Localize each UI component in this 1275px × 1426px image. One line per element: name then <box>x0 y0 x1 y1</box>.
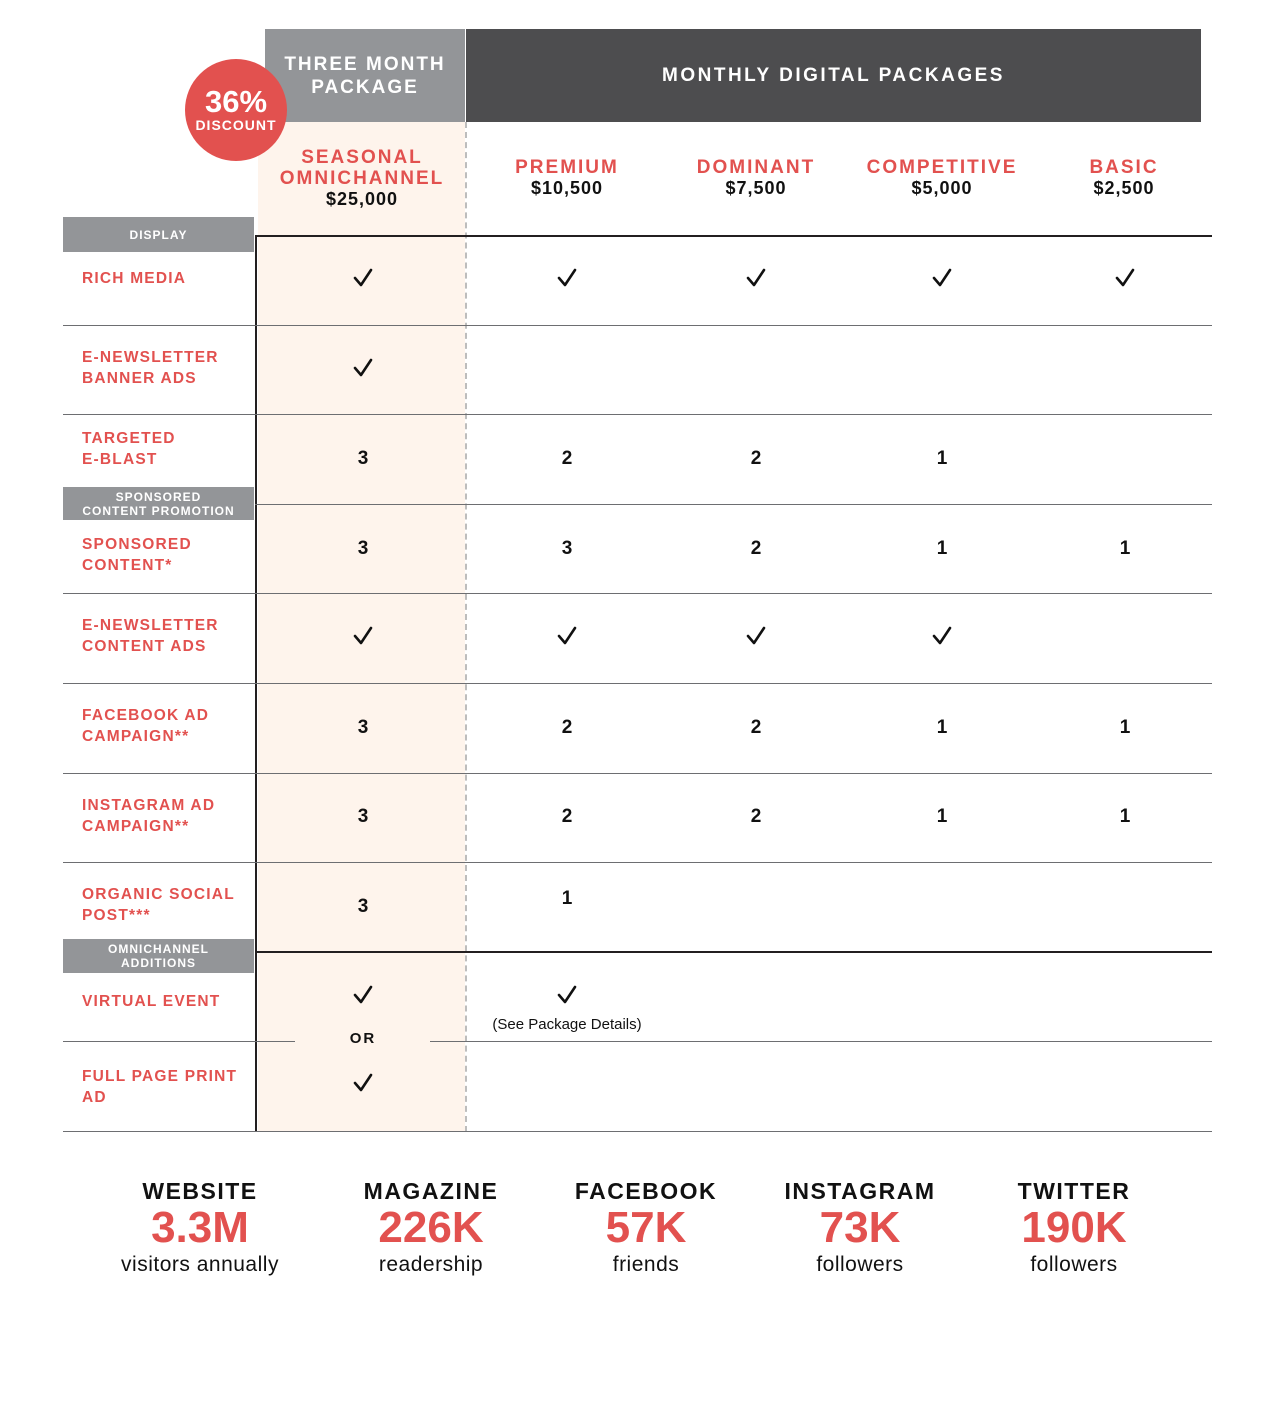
row-label-text: E-BLAST <box>82 451 158 468</box>
three-month-package-header <box>265 29 465 122</box>
row-divider <box>63 1041 255 1042</box>
cell-value: 2 <box>750 448 762 469</box>
row-divider <box>63 325 1212 326</box>
package-name: COMPETITIVE <box>866 157 1018 178</box>
stat-value: 73K <box>819 1203 901 1252</box>
package-dominant <box>676 157 836 199</box>
stat-description: visitors annually <box>121 1253 279 1276</box>
checkmark-icon <box>343 353 383 383</box>
section-display-label: DISPLAY <box>129 227 188 242</box>
row-divider <box>63 862 1212 863</box>
stat-name: INSTAGRAM <box>784 1178 936 1204</box>
stat-description: followers <box>1030 1253 1118 1276</box>
package-name: PREMIUM <box>515 157 619 178</box>
row-divider <box>430 1041 1212 1042</box>
row-label-text: AD <box>82 1089 107 1106</box>
cell-value: 1 <box>936 448 948 469</box>
package-price: $25,000 <box>325 189 399 209</box>
row-label-text: CONTENT* <box>82 557 173 574</box>
package-price: $5,000 <box>911 178 973 198</box>
column-divider-dashed <box>465 122 467 1132</box>
stat-name: FACEBOOK <box>574 1178 718 1204</box>
checkmark-icon <box>922 263 962 293</box>
package-name: BASIC <box>1089 157 1159 178</box>
cell-value: 3 <box>561 538 573 559</box>
package-name: DOMINANT <box>696 157 816 178</box>
cell-value: 2 <box>561 448 573 469</box>
section-display <box>63 217 254 252</box>
stat-instagram <box>755 1178 965 1278</box>
or-label: OR <box>349 1030 377 1047</box>
cell-value: 3 <box>357 717 369 738</box>
stat-website <box>95 1178 305 1278</box>
stat-magazine <box>326 1178 536 1278</box>
section-sponsored-label-1: SPONSORED <box>115 489 202 504</box>
cell-value: 1 <box>561 888 573 909</box>
row-label-text: ORGANIC SOCIAL <box>82 886 235 903</box>
cell-value: 1 <box>1119 806 1131 827</box>
stat-twitter <box>969 1178 1179 1278</box>
stat-value: 57K <box>605 1203 687 1252</box>
cell-value: 3 <box>357 806 369 827</box>
table-bottom-rule <box>63 1131 1212 1132</box>
cell-value: 1 <box>1119 538 1131 559</box>
stat-value: 226K <box>378 1203 484 1252</box>
row-divider <box>63 593 1212 594</box>
cell-value: 1 <box>936 806 948 827</box>
section-sponsored-label-2: CONTENT PROMOTION <box>82 503 235 518</box>
monthly-packages-header <box>466 29 1201 122</box>
package-price: $7,500 <box>725 178 787 198</box>
three-month-header-label: THREE MONTH PACKAGE <box>284 53 446 98</box>
row-label-virtual-event <box>82 991 252 1012</box>
package-name: SEASONAL <box>301 147 423 168</box>
checkmark-icon <box>343 980 383 1010</box>
package-price: $10,500 <box>530 178 604 198</box>
row-label-enewsletter-banner-ads <box>82 347 252 389</box>
cell-value: 2 <box>750 717 762 738</box>
row-label-full-page-print-ad <box>82 1066 252 1108</box>
checkmark-icon <box>922 621 962 651</box>
checkmark-icon <box>547 980 587 1010</box>
row-label-text: E-NEWSLETTER <box>82 617 219 634</box>
row-label-text: TARGETED <box>82 430 176 447</box>
row-label-text: BANNER ADS <box>82 370 197 387</box>
cell-value: 2 <box>750 806 762 827</box>
row-label-text: E-NEWSLETTER <box>82 349 219 366</box>
section-sponsored-content-promotion <box>63 487 254 520</box>
row-divider <box>63 773 1212 774</box>
stat-description: followers <box>816 1253 904 1276</box>
row-label-text: CAMPAIGN** <box>82 818 190 835</box>
row-label-text: FULL PAGE PRINT <box>82 1068 238 1085</box>
row-label-text: RICH MEDIA <box>82 270 187 287</box>
discount-percent: 36% <box>204 84 268 119</box>
section-omnichannel-label-2: ADDITIONS <box>121 956 196 970</box>
package-price: $2,500 <box>1093 178 1155 198</box>
package-premium <box>487 157 647 199</box>
row-label-text: CONTENT ADS <box>82 638 207 655</box>
row-divider <box>255 1041 295 1042</box>
cell-value: 1 <box>936 538 948 559</box>
cell-value: 3 <box>357 896 369 917</box>
package-name: OMNICHANNEL <box>279 168 445 189</box>
checkmark-icon <box>736 621 776 651</box>
checkmark-icon <box>343 263 383 293</box>
package-basic <box>1044 157 1204 199</box>
stat-facebook <box>541 1178 751 1278</box>
row-label-text: SPONSORED <box>82 536 192 553</box>
cell-value: 3 <box>357 448 369 469</box>
row-label-text: FACEBOOK AD <box>82 707 210 724</box>
cell-value: 3 <box>357 538 369 559</box>
checkmark-icon <box>1105 263 1145 293</box>
row-label-facebook-ad-campaign <box>82 705 252 747</box>
row-divider <box>63 683 1212 684</box>
row-label-organic-social-post <box>82 884 252 926</box>
cell-value: 1 <box>936 717 948 738</box>
checkmark-icon <box>736 263 776 293</box>
cell-value: 1 <box>1119 717 1131 738</box>
stat-value: 3.3M <box>151 1203 249 1252</box>
stat-name: MAGAZINE <box>363 1178 499 1204</box>
checkmark-icon <box>343 621 383 651</box>
package-seasonal-omnichannel <box>262 147 462 210</box>
cell-value: 2 <box>561 806 573 827</box>
row-label-sponsored-content <box>82 534 252 576</box>
omnichannel-top-rule <box>255 951 1212 953</box>
stat-description: readership <box>378 1253 484 1276</box>
row-label-text: POST*** <box>82 907 151 924</box>
row-label-text: CAMPAIGN** <box>82 728 190 745</box>
row-label-enewsletter-content-ads <box>82 615 252 657</box>
monthly-header-label: MONTHLY DIGITAL PACKAGES <box>662 64 1005 86</box>
row-divider <box>255 504 1212 505</box>
discount-badge <box>185 59 287 161</box>
stat-value: 190K <box>1021 1203 1127 1252</box>
see-package-details-note: (See Package Details) <box>492 1016 642 1033</box>
table-top-rule <box>255 235 1212 237</box>
row-label-text: INSTAGRAM AD <box>82 797 216 814</box>
row-label-text: VIRTUAL EVENT <box>82 993 221 1010</box>
row-label-rich-media <box>82 268 252 289</box>
stat-description: friends <box>612 1253 680 1276</box>
row-label-targeted-eblast <box>82 428 252 470</box>
cell-value: 2 <box>750 538 762 559</box>
cell-value: 2 <box>561 717 573 738</box>
section-omnichannel-additions <box>63 939 254 973</box>
row-label-instagram-ad-campaign <box>82 795 252 837</box>
stat-name: TWITTER <box>1017 1178 1131 1204</box>
row-divider <box>63 414 1212 415</box>
stat-name: WEBSITE <box>142 1178 258 1204</box>
checkmark-icon <box>547 621 587 651</box>
discount-label: DISCOUNT <box>195 117 277 133</box>
section-omnichannel-label-1: OMNICHANNEL <box>108 942 209 956</box>
checkmark-icon <box>343 1068 383 1098</box>
checkmark-icon <box>547 263 587 293</box>
package-competitive <box>857 157 1027 199</box>
